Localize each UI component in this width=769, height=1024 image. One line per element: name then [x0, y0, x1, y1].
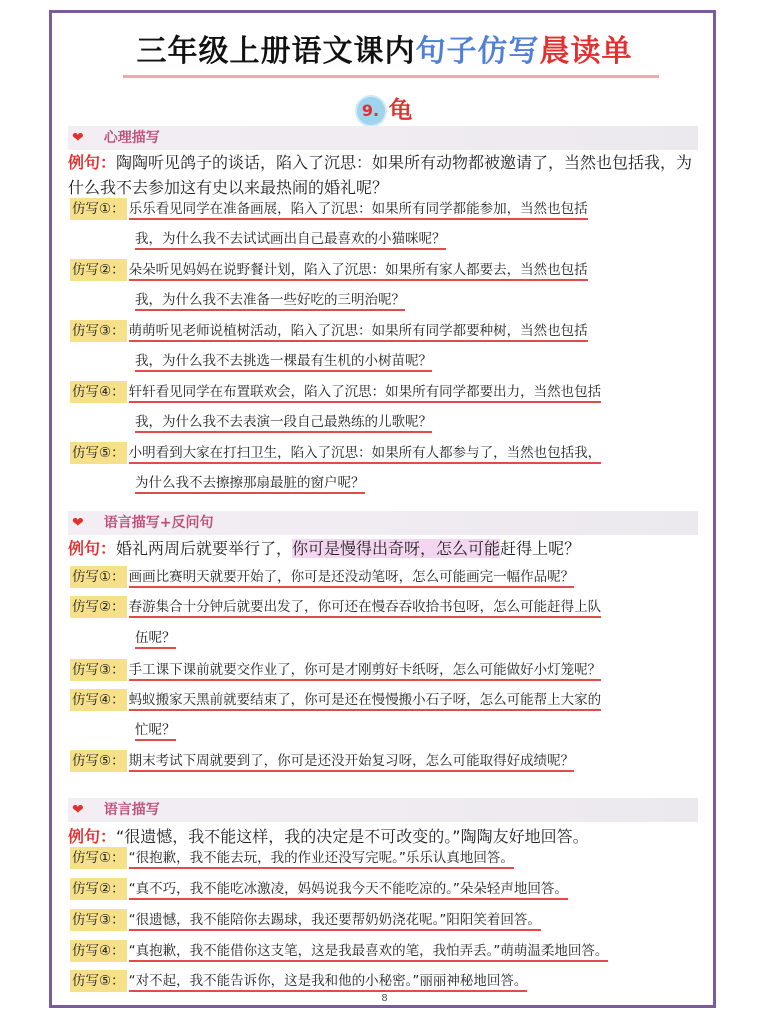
imitation-text: “很抱歉，我不能去玩，我的作业还没写完呢。”乐乐认真地回答。	[129, 850, 514, 869]
imitation-text: 小明看到大家在打扫卫生，陷入了沉思：如果所有人都参与了，当然也包括我，	[129, 445, 602, 464]
section-heading	[68, 798, 698, 822]
imitation-text-cont: 为什么我不去擦擦那扇最脏的窗户呢？	[135, 475, 365, 494]
lesson-heading	[0, 90, 769, 125]
imitation-tag: 仿写①：	[70, 198, 127, 220]
heart-icon: ❤	[72, 130, 84, 146]
imitation-item	[70, 689, 690, 711]
imitation-item	[70, 940, 690, 962]
imitation-item	[70, 381, 690, 403]
example-sentence	[68, 150, 693, 200]
imitation-text-cont: 我，为什么我不去准备一些好吃的三明治呢？	[135, 292, 405, 311]
imitation-item	[70, 878, 690, 900]
imitation-text: “真不巧，我不能吃冰激凌，妈妈说我今天不能吃凉的。”朵朵轻声地回答。	[129, 881, 568, 900]
imitation-item	[70, 750, 690, 772]
title-divider	[123, 75, 659, 78]
example-highlight-keyword: 怎么可能	[436, 539, 501, 558]
imitation-text: 轩轩看见同学在布置联欢会，陷入了沉思：如果所有同学都要出力，当然也包括	[129, 384, 602, 403]
imitation-continuation	[135, 228, 446, 250]
section-heading	[68, 126, 698, 150]
page-title	[0, 26, 769, 70]
imitation-text: 春游集合十分钟后就要出发了，你可还在慢吞吞收拾书包呀，怎么可能赶得上队	[129, 599, 602, 618]
imitation-tag: 仿写①：	[70, 847, 127, 869]
imitation-text: 画画比赛明天就要开始了，你可是还没动笔呀，怎么可能画完一幅作品呢？	[129, 569, 575, 588]
example-sentence	[68, 536, 693, 561]
example-label: 例句：	[68, 539, 117, 558]
imitation-tag: 仿写⑤：	[70, 442, 127, 464]
imitation-tag: 仿写③：	[70, 320, 127, 342]
lesson-number-badge: 9.	[357, 97, 385, 125]
example-label: 例句：	[68, 827, 117, 846]
section-heading-label: 心理描写	[103, 130, 160, 146]
imitation-text-cont: 伍呢？	[135, 630, 176, 649]
imitation-item	[70, 970, 690, 992]
imitation-text: 手工课下课前就要交作业了，你可是才刚剪好卡纸呀，怎么可能做好小灯笼呢？	[129, 662, 602, 681]
imitation-tag: 仿写②：	[70, 259, 127, 281]
imitation-continuation	[135, 472, 365, 494]
title-part-3: 晨读单	[539, 34, 633, 69]
imitation-tag: 仿写⑤：	[70, 750, 127, 772]
imitation-item	[70, 847, 690, 869]
imitation-tag: 仿写①：	[70, 566, 127, 588]
heart-icon: ❤	[72, 515, 84, 531]
imitation-tag: 仿写②：	[70, 878, 127, 900]
imitation-tag: 仿写⑤：	[70, 970, 127, 992]
example-text-a: 婚礼两周后就要举行了，	[116, 539, 293, 558]
lesson-name: 龟	[388, 96, 413, 124]
example-sentence	[68, 824, 693, 849]
imitation-continuation	[135, 350, 432, 372]
page-number: 8	[381, 993, 388, 1004]
imitation-item	[70, 259, 690, 281]
imitation-continuation	[135, 719, 176, 741]
section-heading	[68, 511, 698, 535]
imitation-item	[70, 198, 690, 220]
imitation-text-cont: 我，为什么我不去挑选一棵最有生机的小树苗呢？	[135, 353, 432, 372]
imitation-text: 朵朵听见妈妈在说野餐计划，陷入了沉思：如果所有家人都要去，当然也包括	[129, 262, 588, 281]
imitation-text-cont: 我，为什么我不去表演一段自己最熟练的儿歌呢？	[135, 414, 432, 433]
imitation-item	[70, 566, 690, 588]
imitation-tag: 仿写②：	[70, 596, 127, 618]
imitation-item	[70, 596, 690, 618]
example-text: “很遗憾，我不能这样，我的决定是不可改变的。”陶陶友好地回答。	[116, 827, 589, 846]
imitation-continuation	[135, 411, 432, 433]
imitation-text: 蚂蚁搬家天黑前就要结束了，你可是还在慢慢搬小石子呀，怎么可能帮上大家的	[129, 692, 602, 711]
heart-icon: ❤	[72, 802, 84, 818]
example-label: 例句：	[68, 153, 117, 172]
imitation-continuation	[135, 627, 176, 649]
imitation-text: 期末考试下周就要到了，你可是还没开始复习呀，怎么可能取得好成绩呢？	[129, 753, 575, 772]
example-highlight: 你可是慢得出奇呀，	[292, 539, 437, 558]
imitation-tag: 仿写③：	[70, 909, 127, 931]
imitation-tag: 仿写④：	[70, 381, 127, 403]
imitation-item	[70, 659, 690, 681]
imitation-tag: 仿写④：	[70, 689, 127, 711]
imitation-text: 乐乐看见同学在准备画展，陷入了沉思：如果所有同学都能参加，当然也包括	[129, 201, 588, 220]
imitation-text: “很遗憾，我不能陪你去踢球，我还要帮奶奶浇花呢。”阳阳笑着回答。	[129, 912, 541, 931]
imitation-tag: 仿写④：	[70, 940, 127, 962]
title-part-1: 三年级上册语文课内	[136, 34, 416, 69]
imitation-text: “对不起，我不能告诉你，这是我和他的小秘密。”丽丽神秘地回答。	[129, 973, 528, 992]
imitation-continuation	[135, 289, 405, 311]
example-text-d: 赶得上呢？	[500, 539, 581, 558]
section-heading-label: 语言描写	[103, 802, 160, 818]
section-heading-label: 语言描写+反问句	[103, 515, 214, 531]
imitation-text-cont: 忙呢？	[135, 722, 176, 741]
imitation-item	[70, 442, 690, 464]
imitation-text-cont: 我，为什么我不去试试画出自己最喜欢的小猫咪呢？	[135, 231, 446, 250]
imitation-text: “真抱歉，我不能借你这支笔，这是我最喜欢的笔，我怕弄丢。”萌萌温柔地回答。	[129, 943, 609, 962]
title-part-2: 句子仿写	[415, 34, 540, 69]
imitation-tag: 仿写③：	[70, 659, 127, 681]
imitation-item	[70, 909, 690, 931]
imitation-text: 萌萌听见老师说植树活动，陷入了沉思：如果所有同学都要种树，当然也包括	[129, 323, 588, 342]
example-text: 陶陶听见鸽子的谈话，陷入了沉思：如果所有动物都被邀请了，当然也包括我，为什么我不去参加这有史以来最热闹的婚礼呢？	[68, 153, 693, 197]
imitation-item	[70, 320, 690, 342]
